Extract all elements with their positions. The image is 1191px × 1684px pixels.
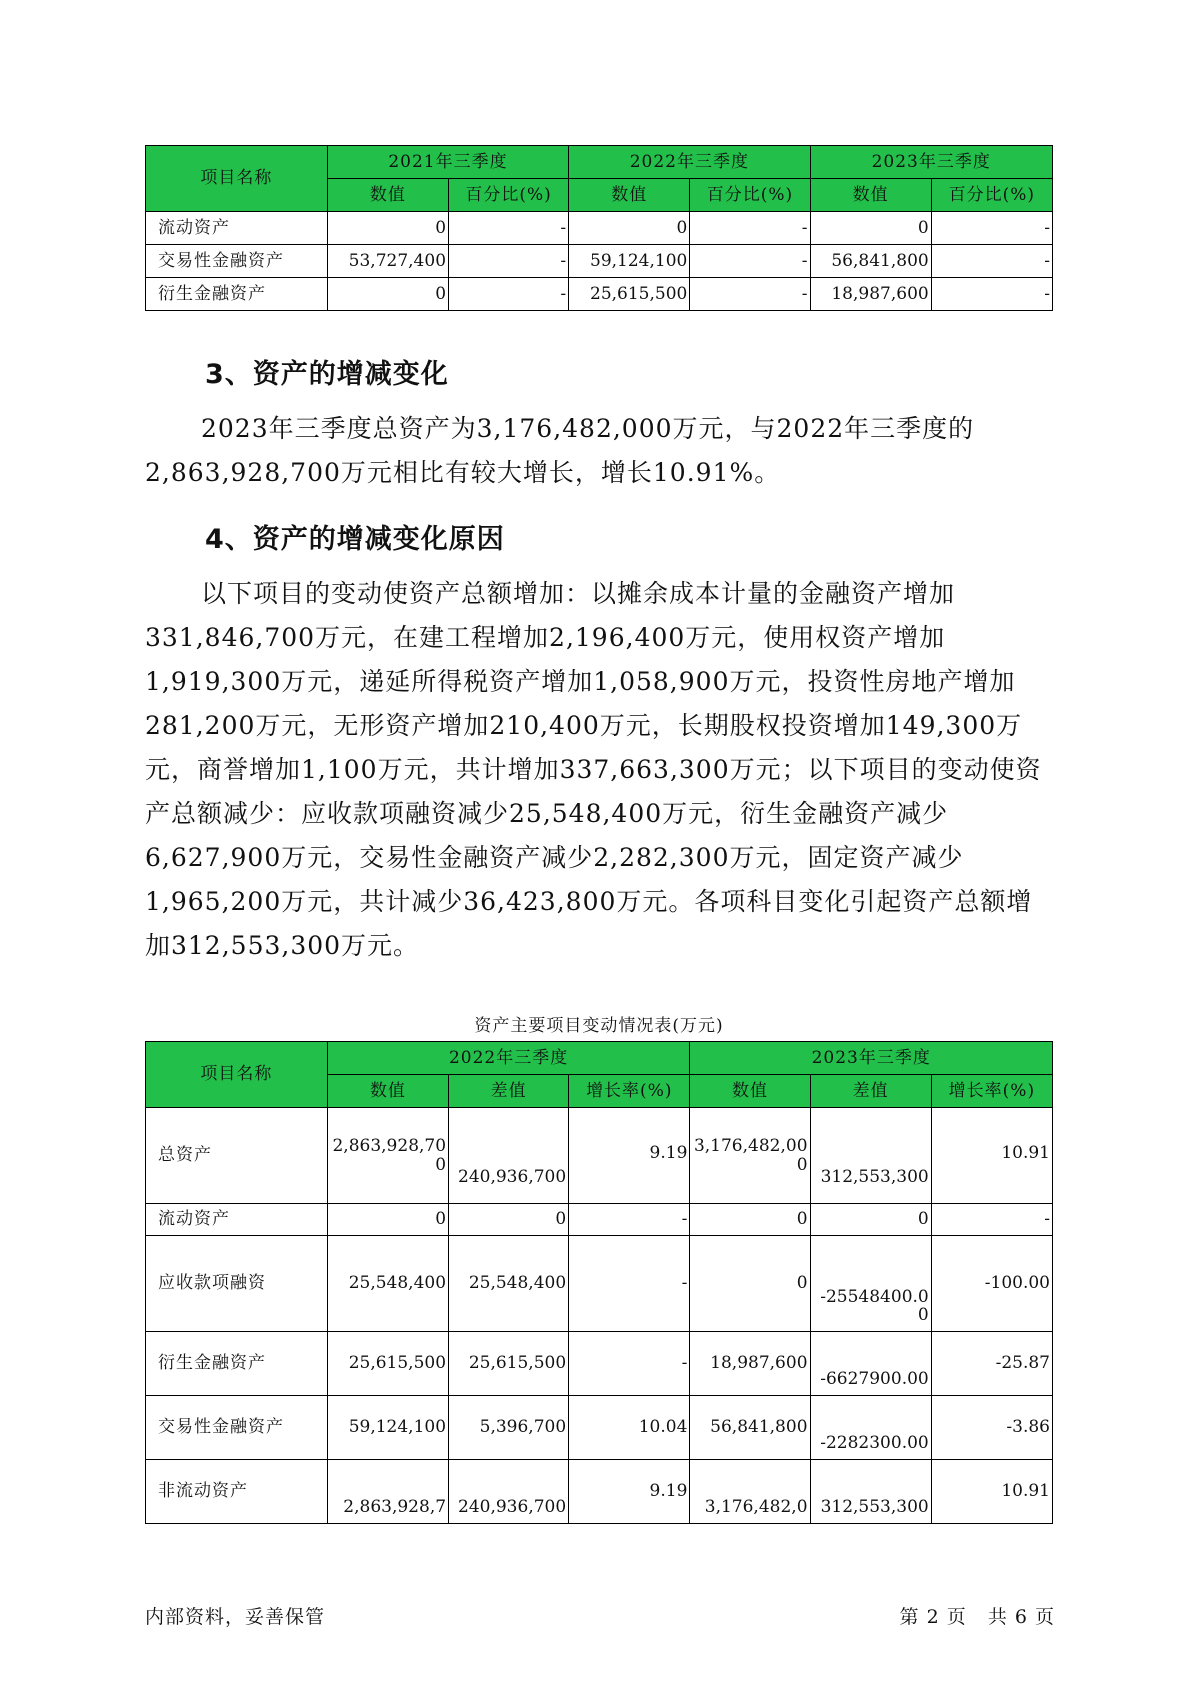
table-cell: - bbox=[569, 1204, 690, 1236]
table-cell: 59,124,100 bbox=[569, 245, 690, 278]
percent-header: 百分比(%) bbox=[690, 179, 810, 212]
percent-header: 百分比(%) bbox=[931, 179, 1052, 212]
value-header: 数值 bbox=[810, 179, 931, 212]
table-row bbox=[146, 1108, 1053, 1204]
period-header: 2023年三季度 bbox=[810, 146, 1053, 179]
period-header: 2022年三季度 bbox=[327, 1042, 690, 1075]
table-row bbox=[146, 245, 1053, 278]
table-cell: - bbox=[690, 245, 810, 278]
table-cell: 9.19 bbox=[569, 1460, 690, 1524]
percent-header: 百分比(%) bbox=[449, 179, 569, 212]
value-header: 数值 bbox=[327, 1075, 448, 1108]
value-header: 数值 bbox=[690, 1075, 810, 1108]
item-name-header: 项目名称 bbox=[146, 1042, 328, 1108]
table-cell: 240,936,700 bbox=[449, 1108, 569, 1204]
table-cell: - bbox=[449, 212, 569, 245]
table-cell: 0 bbox=[690, 1204, 810, 1236]
table-cell: - bbox=[690, 278, 810, 311]
table-row bbox=[146, 1332, 1053, 1396]
period-header: 2021年三季度 bbox=[327, 146, 568, 179]
value-header: 数值 bbox=[569, 179, 690, 212]
table-cell: - bbox=[569, 1236, 690, 1332]
asset-change-table bbox=[145, 1041, 1053, 1524]
row-label: 衍生金融资产 bbox=[146, 1332, 328, 1396]
table-row bbox=[146, 1236, 1053, 1332]
table-cell: 2,863,928,7 bbox=[327, 1460, 448, 1524]
table-cell: 59,124,100 bbox=[327, 1396, 448, 1460]
table-cell: 56,841,800 bbox=[690, 1396, 810, 1460]
section-heading: 3、资产的增减变化 bbox=[205, 359, 449, 390]
table-cell: 3,176,482,0 bbox=[690, 1460, 810, 1524]
table-row bbox=[146, 1396, 1053, 1460]
table-cell: 3,176,482,000 bbox=[690, 1108, 810, 1204]
table-row bbox=[146, 1204, 1053, 1236]
table-cell: -25548400.00 bbox=[810, 1236, 931, 1332]
table-cell: - bbox=[690, 212, 810, 245]
table-cell: 0 bbox=[810, 212, 931, 245]
section-paragraph: 2023年三季度总资产为3,176,482,000万元，与2022年三季度的2,863,928,700万元相比有较大增长，增长10.91%。 bbox=[145, 414, 975, 487]
table-cell: - bbox=[931, 278, 1052, 311]
table-cell: 312,553,300 bbox=[810, 1460, 931, 1524]
table-cell: 0 bbox=[569, 212, 690, 245]
table-cell: -25.87 bbox=[931, 1332, 1052, 1396]
table-cell: 25,615,500 bbox=[569, 278, 690, 311]
table-cell: 0 bbox=[327, 278, 448, 311]
table-cell: 5,396,700 bbox=[449, 1396, 569, 1460]
section-heading: 4、资产的增减变化原因 bbox=[205, 524, 505, 555]
table-cell: 240,936,700 bbox=[449, 1460, 569, 1524]
table-cell: 0 bbox=[690, 1236, 810, 1332]
table-cell: 25,615,500 bbox=[449, 1332, 569, 1396]
table-cell: 53,727,400 bbox=[327, 245, 448, 278]
asset-table-2021-2023 bbox=[145, 145, 1053, 311]
footer-page-number: 第 2 页 共 6 页 bbox=[899, 1606, 1055, 1628]
table-cell: 0 bbox=[449, 1204, 569, 1236]
difference-header: 差值 bbox=[810, 1075, 931, 1108]
table-cell: - bbox=[449, 245, 569, 278]
table-cell: 2,863,928,700 bbox=[327, 1108, 448, 1204]
table-cell: -6627900.00 bbox=[810, 1332, 931, 1396]
table-cell: 10.91 bbox=[931, 1108, 1052, 1204]
row-label: 流动资产 bbox=[146, 212, 328, 245]
table-cell: 0 bbox=[327, 212, 448, 245]
item-name-header: 项目名称 bbox=[146, 146, 328, 212]
row-label: 交易性金融资产 bbox=[146, 245, 328, 278]
row-label: 非流动资产 bbox=[146, 1460, 328, 1524]
row-label: 总资产 bbox=[146, 1108, 328, 1204]
row-label: 衍生金融资产 bbox=[146, 278, 328, 311]
row-label: 应收款项融资 bbox=[146, 1236, 328, 1332]
difference-header: 差值 bbox=[449, 1075, 569, 1108]
table-cell: 18,987,600 bbox=[810, 278, 931, 311]
growth-rate-header: 增长率(%) bbox=[569, 1075, 690, 1108]
growth-rate-header: 增长率(%) bbox=[931, 1075, 1052, 1108]
table-cell: - bbox=[931, 1204, 1052, 1236]
table-row bbox=[146, 278, 1053, 311]
table-cell: 18,987,600 bbox=[690, 1332, 810, 1396]
table-cell: 25,548,400 bbox=[327, 1236, 448, 1332]
footer-confidential-note: 内部资料，妥善保管 bbox=[145, 1606, 326, 1628]
table-row bbox=[146, 212, 1053, 245]
row-label: 流动资产 bbox=[146, 1204, 328, 1236]
table-cell: 10.04 bbox=[569, 1396, 690, 1460]
table-cell: 9.19 bbox=[569, 1108, 690, 1204]
table-cell: - bbox=[931, 212, 1052, 245]
table-cell: - bbox=[449, 278, 569, 311]
table-cell: 25,615,500 bbox=[327, 1332, 448, 1396]
table-cell: -3.86 bbox=[931, 1396, 1052, 1460]
table-cell: 25,548,400 bbox=[449, 1236, 569, 1332]
table-cell: -2282300.00 bbox=[810, 1396, 931, 1460]
value-header: 数值 bbox=[327, 179, 448, 212]
table-cell: -100.00 bbox=[931, 1236, 1052, 1332]
row-label: 交易性金融资产 bbox=[146, 1396, 328, 1460]
period-header: 2022年三季度 bbox=[569, 146, 810, 179]
section-paragraph: 以下项目的变动使资产总额增加：以摊余成本计量的金融资产增加331,846,700万元，在建工程增加2,196,400万元，使用权资产增加1,919,300万元，递延所得税资产增加1,058,900万元，投资性房地产增加281,200万元，无形资产增加210,400万元，长期股权投资增加149,300万元，商誉增加1,100万元，共计增加337,663,300万元；以下项目的变动使资产总额减少：应收款项融资减少25,548,400万元，衍生金融资产减少6,627,900万元，交易性金融资产减少2,282,300万元，固定资产减少1,965,200万元，共计减少36,423,800万元。各项科目变化引起资产总额增加312,553,300万元。 bbox=[145, 579, 1042, 960]
table-cell: - bbox=[569, 1332, 690, 1396]
table-cell: 0 bbox=[810, 1204, 931, 1236]
table-cell: 312,553,300 bbox=[810, 1108, 931, 1204]
table-cell: 10.91 bbox=[931, 1460, 1052, 1524]
table-caption: 资产主要项目变动情况表(万元) bbox=[474, 1016, 724, 1036]
table-cell: 0 bbox=[327, 1204, 448, 1236]
table-cell: 56,841,800 bbox=[810, 245, 931, 278]
period-header: 2023年三季度 bbox=[690, 1042, 1053, 1075]
table-cell: - bbox=[931, 245, 1052, 278]
table-row bbox=[146, 1460, 1053, 1524]
